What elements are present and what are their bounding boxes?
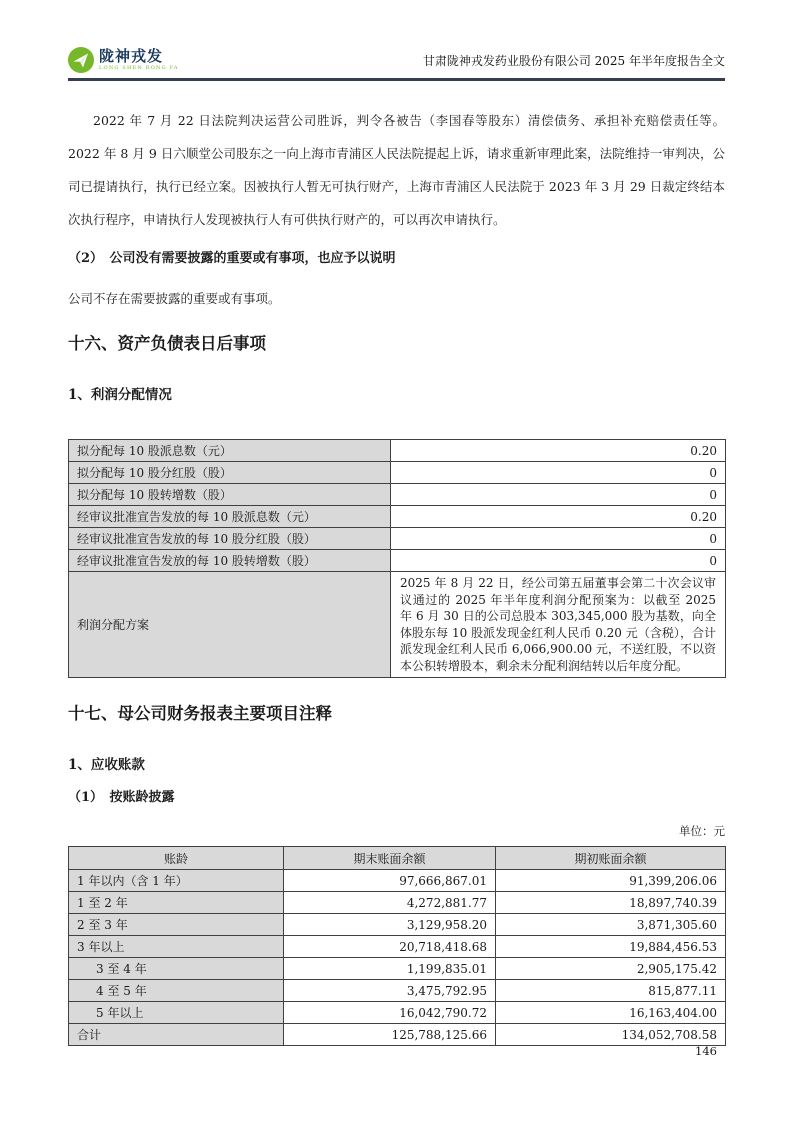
col-header-aging: 账龄 <box>69 847 284 870</box>
total-row <box>69 1024 726 1046</box>
beginning-balance: 18,897,740.39 <box>496 892 726 914</box>
ending-balance: 1,199,835.01 <box>284 958 496 980</box>
table-row <box>69 936 726 958</box>
aging-label: 1 至 2 年 <box>69 892 284 914</box>
disclosure-body: 公司不存在需要披露的重要或有事项。 <box>68 291 281 306</box>
row-label: 经审议批准宣告发放的每 10 股转增数（股） <box>69 550 391 572</box>
table-row <box>69 462 726 484</box>
col-header-ending-balance: 期末账面余额 <box>284 847 496 870</box>
table-row <box>69 892 726 914</box>
table-row <box>69 550 726 572</box>
aging-label: 4 至 5 年 <box>69 980 284 1002</box>
beginning-balance: 91,399,206.06 <box>496 870 726 892</box>
logo-cn-name: 陇神戎发 <box>99 47 164 65</box>
header-rule <box>68 78 725 81</box>
table-row <box>69 958 726 980</box>
row-label: 经审议批准宣告发放的每 10 股分红股（股） <box>69 528 391 550</box>
row-value: 0.20 <box>391 440 726 462</box>
beginning-balance: 134,052,708.58 <box>496 1024 726 1046</box>
row-label: 拟分配每 10 股分红股（股） <box>69 462 391 484</box>
aging-label: 5 年以上 <box>69 1002 284 1024</box>
receivables-aging-table <box>68 846 726 1046</box>
section16-subtitle: 1、利润分配情况 <box>68 387 172 403</box>
section16-title: 十六、资产负债表日后事项 <box>68 334 266 353</box>
table-row <box>69 528 726 550</box>
logo-en-name: LONG SHEN RONG FA <box>99 65 179 71</box>
row-value: 0.20 <box>391 506 726 528</box>
section17-subtitle: 1、应收账款 <box>68 757 145 773</box>
aging-label: 1 年以内（含 1 年） <box>69 870 284 892</box>
ending-balance: 20,718,418.68 <box>284 936 496 958</box>
row-label: 拟分配每 10 股转增数（股） <box>69 484 391 506</box>
row-value: 0 <box>391 550 726 572</box>
disclosure-heading: （2） 公司没有需要披露的重要或有事项，也应予以说明 <box>68 251 396 266</box>
beginning-balance: 16,163,404.00 <box>496 1002 726 1024</box>
document-title: 甘肃陇神戎发药业股份有限公司 2025 年半年度报告全文 <box>422 53 725 68</box>
aging-label: 合计 <box>69 1024 284 1046</box>
row-label: 经审议批准宣告发放的每 10 股派息数（元） <box>69 506 391 528</box>
page-header <box>68 46 725 74</box>
table-row <box>69 914 726 936</box>
plan-label: 利润分配方案 <box>69 572 391 678</box>
page-number: 146 <box>695 1044 717 1058</box>
logo-text <box>99 49 179 71</box>
table-row <box>69 980 726 1002</box>
table-row <box>69 870 726 892</box>
table-row <box>69 506 726 528</box>
beginning-balance: 2,905,175.42 <box>496 958 726 980</box>
section17-subsubtitle: （1） 按账龄披露 <box>68 790 175 805</box>
ending-balance: 3,475,792.95 <box>284 980 496 1002</box>
profit-distribution-table <box>68 439 726 678</box>
row-value: 0 <box>391 462 726 484</box>
table-row <box>69 1002 726 1024</box>
row-value: 0 <box>391 484 726 506</box>
lawsuit-paragraph: 2022 年 7 月 22 日法院判决运营公司胜诉，判令各被告（李国春等股东）清偿债务、承担补充赔偿责任等。2022 年 8 月 9 日六顺堂公司股东之一向上海市青浦区人民法院提起上诉，请求重新审理此案，法院维持一审判决，公司已提请执行，执行已经立案。因被执行人暂无可执行财产，上海市青浦区人民法院于 2023 年 3 月 29 日裁定终结本次执行程序，申请执行人发现被执行人有可供执行财产的，可以再次申请执行。 <box>68 113 725 227</box>
table-row <box>69 440 726 462</box>
aging-label: 3 至 4 年 <box>69 958 284 980</box>
section17-title: 十七、母公司财务报表主要项目注释 <box>68 704 332 723</box>
plan-text: 2025 年 8 月 22 日，经公司第五届董事会第二十次会议审议通过的 2025 年半年度利润分配预案为：以截至 2025 年 6 月 30 日的公司总股本 303,345,000 股为基数，向全体股东每 10 股派发现金红利人民币 0.20 元（含税），合计派发现金红利人民币 6,066,900.00 元，不送红股，不以资本公积转增股本，剩余未分配利润结转以后年度分配。 <box>391 572 726 678</box>
aging-label: 3 年以上 <box>69 936 284 958</box>
ending-balance: 16,042,790.72 <box>284 1002 496 1024</box>
col-header-beginning-balance: 期初账面余额 <box>496 847 726 870</box>
company-logo <box>68 47 179 73</box>
profit-plan-row <box>69 572 726 678</box>
beginning-balance: 815,877.11 <box>496 980 726 1002</box>
beginning-balance: 19,884,456.53 <box>496 936 726 958</box>
ending-balance: 3,129,958.20 <box>284 914 496 936</box>
row-value: 0 <box>391 528 726 550</box>
header-row <box>69 847 726 870</box>
row-label: 拟分配每 10 股派息数（元） <box>69 440 391 462</box>
unit-note: 单位：元 <box>679 824 725 838</box>
beginning-balance: 3,871,305.60 <box>496 914 726 936</box>
logo-bird-icon <box>68 47 94 73</box>
table-row <box>69 484 726 506</box>
ending-balance: 4,272,881.77 <box>284 892 496 914</box>
ending-balance: 97,666,867.01 <box>284 870 496 892</box>
aging-label: 2 至 3 年 <box>69 914 284 936</box>
ending-balance: 125,788,125.66 <box>284 1024 496 1046</box>
